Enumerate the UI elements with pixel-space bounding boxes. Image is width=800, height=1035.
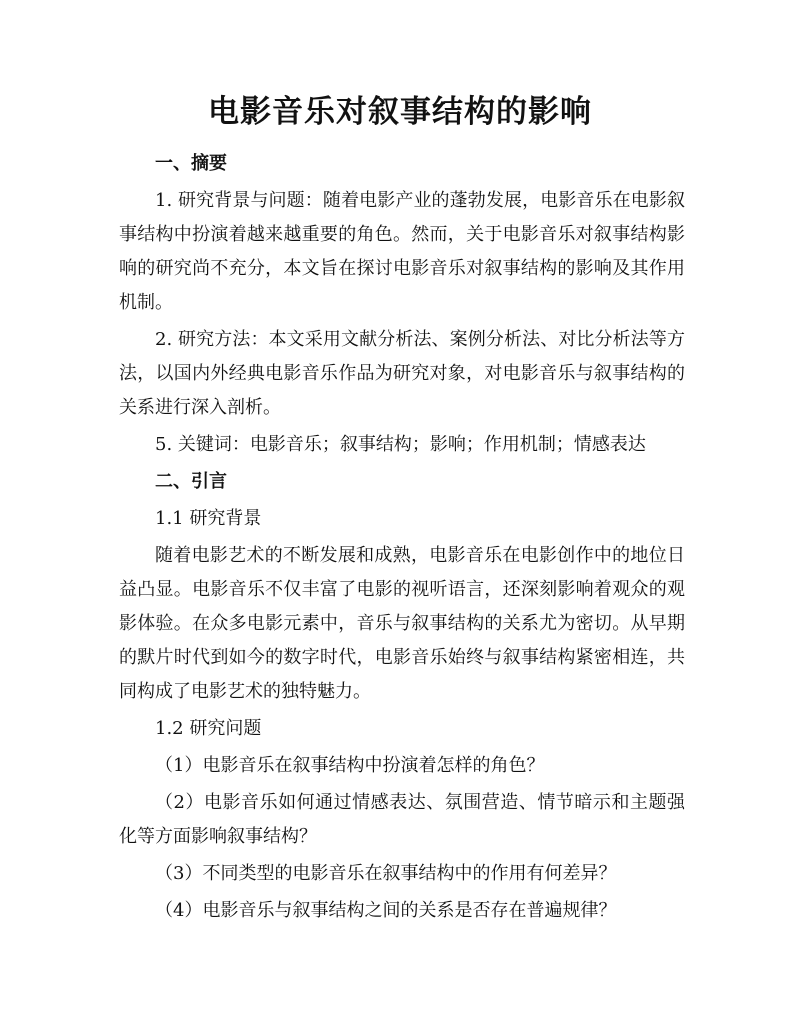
- subsection-heading-background: 1.1 研究背景: [155, 508, 262, 529]
- abstract-paragraph-keywords: 5. 关键词：电影音乐；叙事结构；影响；作用机制；情感表达: [155, 434, 646, 455]
- section-heading-introduction: 二、引言: [155, 471, 227, 492]
- research-question-4: （4）电影音乐与叙事结构之间的关系是否存在普遍规律？: [155, 900, 617, 921]
- abstract-paragraph-methods: 2. 研究方法：本文采用文献分析法、案例分析法、对比分析法等方法，以国内外经典电影音乐作品为研究对象，对电影音乐与叙事结构的关系进行深入剖析。: [119, 329, 685, 418]
- introduction-paragraph-background: 随着电影艺术的不断发展和成熟，电影音乐在电影创作中的地位日益凸显。电影音乐不仅丰富了电影的视听语言，还深刻影响着观众的观影体验。在众多电影元素中，音乐与叙事结构的关系尤为密切。从早期的默片时代到如今的数字时代，电影音乐始终与叙事结构紧密相连，共同构成了电影艺术的独特魅力。: [119, 545, 685, 702]
- abstract-paragraph-background: 1. 研究背景与问题：随着电影产业的蓬勃发展，电影音乐在电影叙事结构中扮演着越来越重要的角色。然而，关于电影音乐对叙事结构影响的研究尚不充分，本文旨在探讨电影音乐对叙事结构的影响及其作用机制。: [119, 190, 685, 313]
- section-heading-abstract: 一、摘要: [155, 153, 227, 174]
- research-question-2: （2）电影音乐如何通过情感表达、氛围营造、情节暗示和主题强化等方面影响叙事结构？: [119, 792, 685, 847]
- research-question-1: （1）电影音乐在叙事结构中扮演着怎样的角色？: [155, 755, 545, 776]
- research-question-3: （3）不同类型的电影音乐在叙事结构中的作用有何差异？: [155, 863, 617, 884]
- subsection-heading-questions: 1.2 研究问题: [155, 718, 262, 739]
- document-title: 电影音乐对叙事结构的影响: [208, 94, 592, 130]
- document-body: [119, 147, 685, 931]
